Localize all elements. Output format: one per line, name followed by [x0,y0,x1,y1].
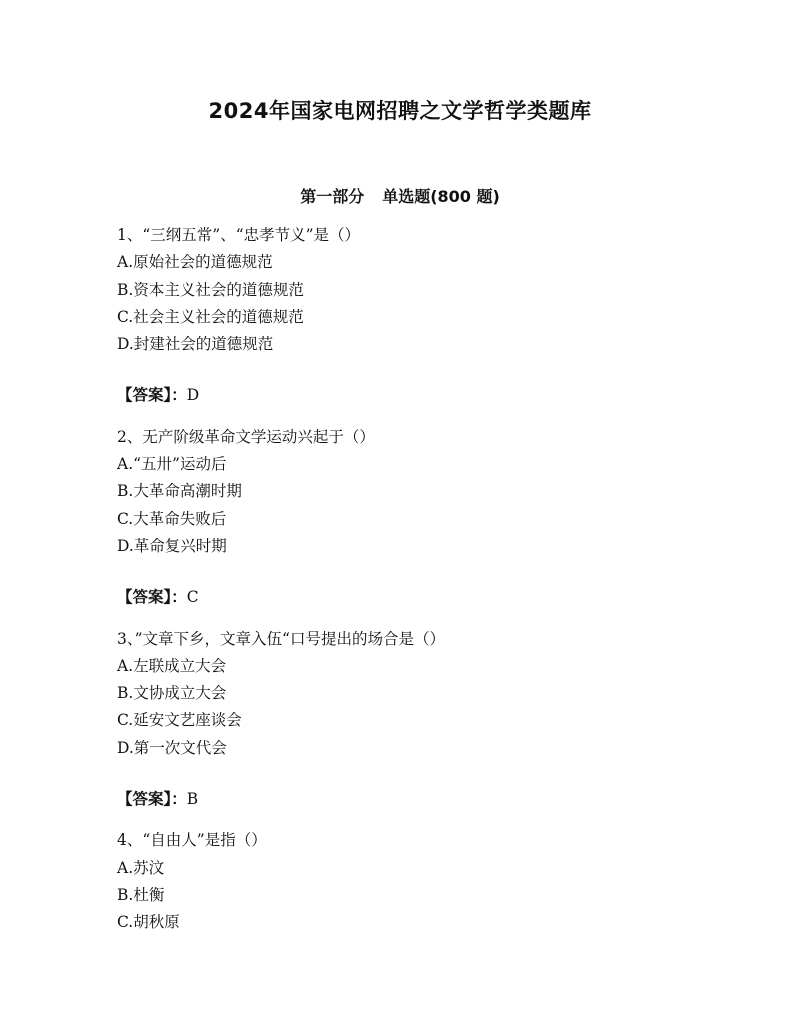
section-title [0,184,800,207]
answer-line [117,382,737,409]
answer-value: D [186,386,200,405]
option-b: B.大革命高潮时期 [117,482,242,501]
section-name: 单选题(800 题) [382,187,500,206]
answer-value: C [186,588,199,607]
option-a: A.“五卅”运动后 [117,455,227,474]
question-item [117,827,737,936]
option-a: A.左联成立大会 [117,656,227,675]
question-list [117,222,737,937]
answer-label: 【答案】： [117,386,187,405]
section-part: 第一部分 [300,187,365,206]
question-stem: 3、”文章下乡，文章入伍“口号提出的场合是（） [117,629,445,648]
option-c: C.社会主义社会的道德规范 [117,307,304,326]
option-b: B.资本主义社会的道德规范 [117,280,304,299]
option-b: B.杜衡 [117,885,165,904]
question-item [117,626,737,814]
option-a: A.苏汶 [117,858,165,877]
option-a: A.原始社会的道德规范 [117,253,273,272]
question-stem: 2、无产阶级革命文学运动兴起于（） [117,427,375,446]
option-c: C.胡秋原 [117,913,180,932]
option-c: C.大革命失败后 [117,509,227,528]
question-item [117,222,737,410]
option-c: C.延安文艺座谈会 [117,711,242,730]
answer-line [117,584,737,611]
option-d: D.封建社会的道德规范 [117,335,274,354]
question-stem: 4、“自由人”是指（） [117,831,267,850]
answer-line [117,786,737,813]
answer-label: 【答案】： [117,790,187,809]
document-title: 2024年国家电网招聘之文学哲学类题库 [208,99,592,123]
question-stem: 1、“三纲五常”、“忠孝节义”是（） [117,226,361,244]
option-b: B.文协成立大会 [117,684,227,703]
option-d: D.第一次文代会 [117,738,227,757]
option-d: D.革命复兴时期 [117,536,227,555]
question-item [117,424,737,612]
answer-value: B [186,790,199,809]
answer-label: 【答案】： [117,588,187,607]
